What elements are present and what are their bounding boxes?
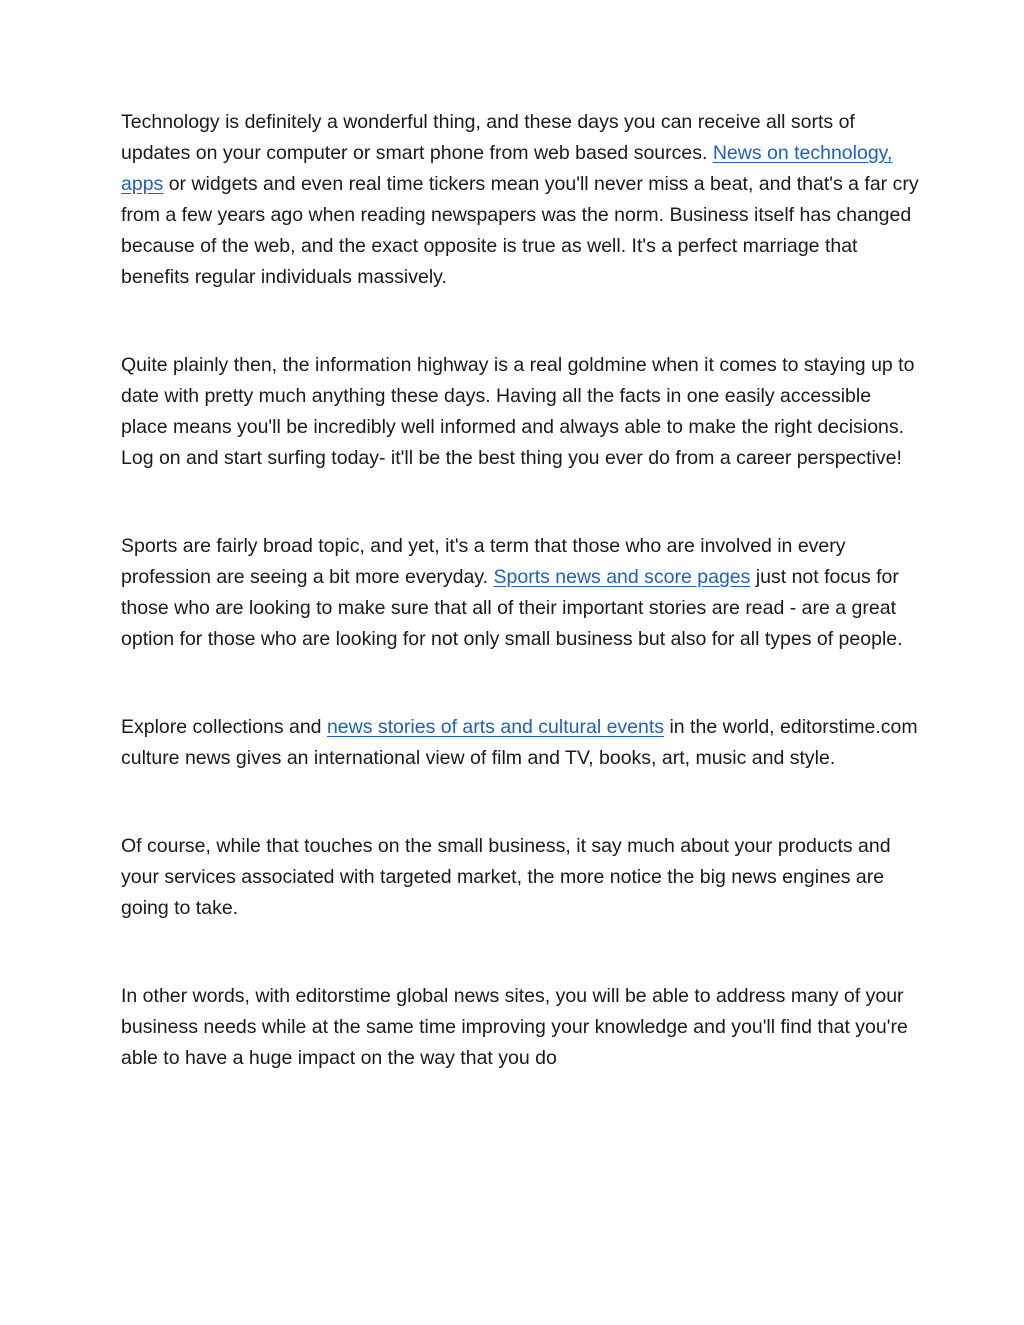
link-news-on-technology[interactable]: News on technology, apps	[121, 142, 893, 195]
paragraph-technology	[121, 107, 921, 293]
paragraph-sports-text-after: just not focus for those who are looking to make sure that all of their important stories are read - are a great option for those who are looking for not only small business but also for all types of people.	[121, 566, 903, 650]
paragraph-technology-text-after: or widgets and even real time tickers mean you'll never miss a beat, and that's a far cry from a few years ago when reading newspapers was the norm. Business itself has changed because of the web, and the exact opposite is true as well. It's a perfect marriage that benefits regular individuals massively.	[121, 173, 919, 288]
paragraph-sports-text-before: Sports are fairly broad topic, and yet, it's a term that those who are involved in every profession are seeing a bit more everyday.	[121, 535, 846, 588]
paragraph-technology-text-before: Technology is definitely a wonderful thing, and these days you can receive all sorts of updates on your computer or smart phone from web based sources.	[121, 111, 855, 164]
paragraph-information-highway: Quite plainly then, the information highway is a real goldmine when it comes to staying up to date with pretty much anything these days. Having all the facts in one easily accessible place means you'll be incredibly well informed and always able to make the right decisions. Log on and start surfing today- it'll be the best thing you ever do from a career perspective!	[121, 354, 915, 469]
paragraph-sports	[121, 531, 921, 655]
link-arts-cultural-events[interactable]: news stories of arts and cultural events	[326, 716, 665, 738]
link-sports-news[interactable]: Sports news and score pages	[493, 566, 751, 588]
paragraph-arts-text-before: Explore collections and	[121, 716, 327, 738]
document-page	[121, 107, 921, 1074]
paragraph-global-news: In other words, with editorstime global news sites, you will be able to address many of your business needs while at the same time improving your knowledge and you'll find that you're able to have a huge impact on the way that you do	[121, 985, 908, 1069]
paragraph-arts-text-after: in the world, editorstime.com culture news gives an international view of film and TV, books, art, music and style.	[121, 716, 918, 769]
paragraph-arts-culture	[121, 712, 921, 774]
paragraph-small-business: Of course, while that touches on the small business, it say much about your products and your services associated with targeted market, the more notice the big news engines are going to take.	[121, 835, 891, 919]
